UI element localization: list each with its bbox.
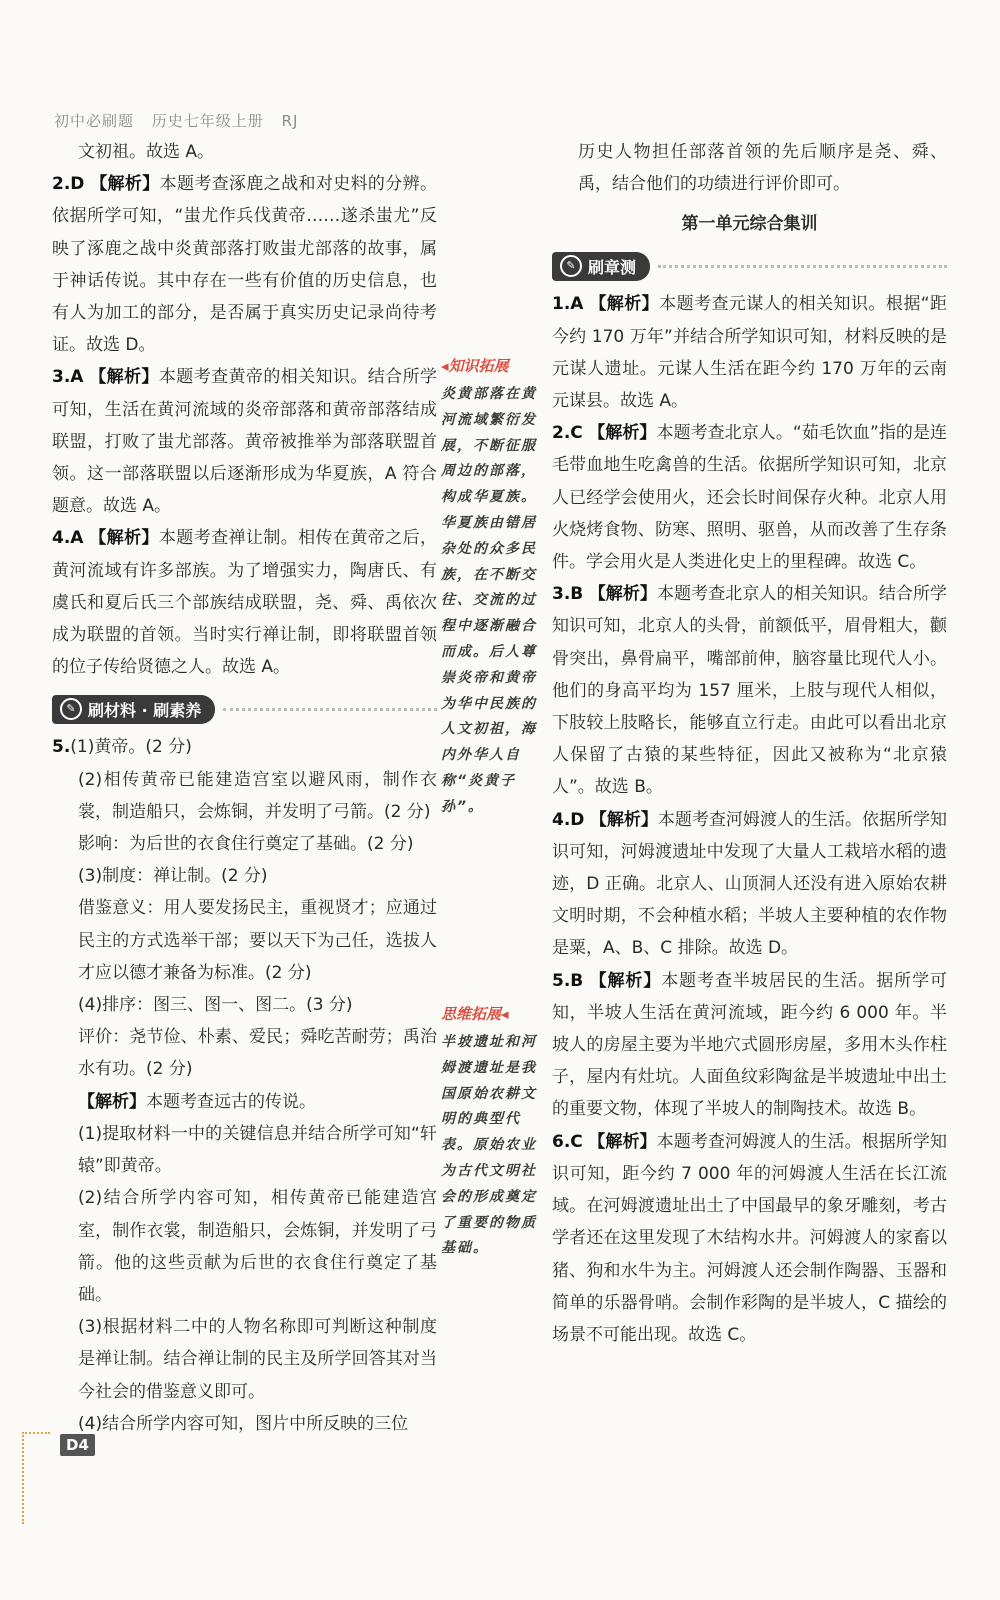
analysis-line-3: (3)根据材料二中的人物名称即可判断这种制度是禅让制。结合禅让制的民主及所学回答其对当今社会的借鉴意义即可。	[78, 1317, 437, 1402]
section-label: 刷材料 · 刷素养	[88, 700, 202, 720]
analysis-tag: 【解析】	[89, 367, 159, 388]
item-text: 本题考查河姆渡人的生活。根据所学知识可知，距今约 7 000 年的河姆渡人生活在长江流域。在河姆渡遗址出土了中国最早的象牙雕刻，考古学者还在这里发现了木结构水井。河姆渡人的家畜以猪、狗和水牛为主。河姆渡人还会制作陶器、玉器和简单的乐器骨哨。会制作彩陶的是半坡人，C 描绘的场景不可能出现。故选 C。	[552, 1131, 948, 1345]
analysis-tag: 【解析】	[589, 809, 658, 830]
continued-text: 文初祖。故选 A。	[78, 142, 215, 162]
answer-item-5-line-2: (2)相传黄帝已能建造宫室以避风雨，制作衣裳，制造船只，会炼铜，并发明了弓箭。(2 分)	[78, 769, 437, 822]
item-text: 本题考查北京人的相关知识。结合所学知识可知，北京人的头骨，前额低平，眉骨粗大，颧骨突出，鼻骨扁平，嘴部前伸，脑容量比现代人小。他们的身高平均为 157 厘米，上肢与现代人相似，下肢较上肢略长，能够直立行走。由此可以看出北京人保留了古猿的某些特征，因此又被称为“北京猿人”。故选 B。	[552, 584, 948, 798]
answer-item-5-line-3: 影响：为后世的衣食住行奠定了基础。(2 分)	[78, 834, 414, 855]
analysis-line-1: (1)提取材料一中的关键信息并结合所学可知“轩辕”即黄帝。	[78, 1123, 437, 1177]
side-box-title: ◂知识拓展	[441, 357, 509, 375]
item-answer: A	[70, 528, 84, 549]
item-text: 本题考查河姆渡人的生活。依据所学知识可知，河姆渡遗址中发现了大量人工栽培水稻的遗迹，D 正确。北京人、山顶洞人还没有进入原始农耕文明时期，不会种植水稻；半坡人主要种植的农作物是粟，A、B、C 排除。故选 D。	[552, 809, 948, 959]
answer-item-5-line-5: 借鉴意义：用人要发扬民主，重视贤才；应通过民主的方式选举干部；要以天下为己任，选拔人才应以德才兼备为标准。(2 分)	[78, 898, 437, 983]
running-header	[54, 110, 310, 131]
item-text: 本题考查涿鹿之战和对史料的分辨。依据所学可知，“蚩尤作兵伐黄帝……遂杀蚩尤”反映了涿鹿之战中炎黄部落打败蚩尤部落的故事，属于神话传说。其中存在一些有价值的历史信息，也有人为加工的部分，是否属于真实历史记录尚待考证。故选 D。	[52, 174, 438, 356]
answer-item-6	[552, 1126, 947, 1351]
section-label: 刷章测	[588, 257, 637, 277]
item-number: 4.	[552, 809, 571, 830]
answer-item-2	[52, 168, 437, 361]
thinking-expansion-box	[437, 1002, 545, 1262]
item-answer: C	[570, 1131, 583, 1152]
page-corner-bracket	[22, 1432, 50, 1524]
section-pill	[552, 252, 650, 281]
right-column	[552, 136, 947, 1351]
item-answer: D	[570, 809, 585, 830]
item-number: 3.	[552, 584, 571, 605]
item-answer: A	[570, 294, 584, 315]
unit-title: 第一单元综合集训	[681, 214, 818, 235]
continued-text: 历史人物担任部落首领的先后顺序是尧、舜、禹，结合他们的功绩进行评价即可。	[578, 142, 947, 195]
item-text: 本题考查元谋人的相关知识。根据“距今约 170 万年”并结合所学知识可知，材料反映的是元谋人遗址。元谋人生活在距今约 170 万年的云南元谋县。故选 A。	[552, 294, 948, 412]
subject-title: 历史七年级上册	[151, 112, 264, 130]
item-text: 本题考查北京人。“茹毛饮血”指的是连毛带血地生吃禽兽的生活。依据所学知识可知，北京人已经学会使用火，还会长时间保存火种。北京人用火烧烤食物、防寒、照明、驱兽，从而改善了生存条件。学会用火是人类进化史上的里程碑。故选 C。	[552, 423, 947, 573]
item-answer: A	[70, 367, 84, 388]
side-box-text: 炎黄部落在黄河流域繁衍发展，不断征服周边的部落，构成华夏族。华夏族由错居杂处的众多民族，在不断交往、交流的过程中逐渐融合而成。后人尊崇炎帝和黄帝为华中民族的人文初祖，海内外华人自称“炎黄子孙”。	[441, 386, 537, 815]
analysis-tag: 【解析】	[588, 1131, 657, 1152]
item-text: 本题考查禅让制。相传在黄帝之后，黄河流域有许多部族。为了增强实力，陶唐氏、有虞氏和夏后氏三个部族结成联盟，尧、舜、禹依次成为联盟的首领。当时实行禅让制，即将联盟首领的位子传给贤德之人。故选 A。	[52, 528, 437, 678]
item-number: 3.	[52, 367, 71, 388]
arrow-left-icon: ◂	[441, 357, 449, 375]
item-answer: B	[570, 584, 584, 605]
item-answer: D	[70, 174, 85, 195]
dotted-divider	[223, 707, 437, 711]
answer-item-3	[552, 578, 947, 803]
side-box-title: 思维拓展◂	[441, 1005, 509, 1023]
analysis-tag: 【解析】	[89, 528, 159, 549]
item-number: 4.	[52, 528, 71, 549]
section-banner-materials	[52, 693, 437, 725]
analysis-tag: 【解析】	[588, 423, 657, 444]
analysis-tag: 【解析】	[90, 174, 160, 195]
answer-item-5-line-7: 评价：尧节俭、朴素、爱民；舜吃苦耐劳；禹治水有功。(2 分)	[78, 1027, 437, 1080]
edition-label: RJ	[281, 112, 299, 130]
analysis-tag: 【解析】	[78, 1091, 146, 1112]
analysis-line-4: (4)结合所学内容可知，图片中所反映的三位	[78, 1413, 409, 1434]
section-pill	[52, 695, 215, 724]
item-number: 5.	[552, 970, 571, 991]
analysis-intro-text: 本题考查远古的传说。	[146, 1091, 316, 1112]
page-number: D4	[60, 1434, 95, 1456]
answer-item-3	[52, 361, 437, 522]
item-answer: C	[570, 423, 583, 444]
side-box-text: 半坡遗址和河姆渡遗址是我国原始农耕文明的典型代表。原始农业为古代文明社会的形成奠定了重要的物质基础。	[441, 1034, 537, 1257]
answer-item-1	[552, 288, 947, 417]
item-number: 2.	[552, 423, 571, 444]
answer-item-4	[552, 804, 947, 965]
analysis-tag: 【解析】	[589, 970, 662, 991]
dotted-divider	[658, 264, 947, 268]
brush-icon: ✎	[60, 698, 82, 720]
analysis-line-2: (2)结合所学内容可知，相传黄帝已能建造宫室，制作衣裳，制造船只，会炼铜，并发明了弓箭。他的这些贡献为后世的衣食住行奠定了基础。	[78, 1188, 437, 1305]
answer-item-5	[552, 965, 947, 1126]
item-number: 1.	[552, 294, 571, 315]
analysis-tag: 【解析】	[588, 584, 657, 605]
analysis-intro	[52, 1086, 437, 1118]
item-number: 5.	[52, 737, 71, 758]
item-number: 2.	[52, 174, 71, 195]
analysis-tag: 【解析】	[589, 294, 660, 315]
item-text: (1)黄帝。(2 分)	[70, 737, 192, 758]
item-answer: B	[570, 970, 584, 991]
answer-item-5-line-6: (4)排序：图三、图一、图二。(3 分)	[78, 995, 353, 1016]
answer-item-4	[52, 522, 437, 683]
book-title: 初中必刷题	[54, 112, 135, 130]
item-number: 6.	[552, 1131, 571, 1152]
answer-item-2	[552, 417, 947, 578]
item-text: 本题考查黄帝的相关知识。结合所学可知，生活在黄河流域的炎帝部落和黄帝部落结成联盟，打败了蚩尤部落。黄帝被推举为部落联盟首领。这一部落联盟以后逐渐形成为华夏族，A 符合题意。故选 A。	[52, 367, 437, 517]
knowledge-expansion-box	[437, 354, 545, 821]
answer-item-5-line-4: (3)制度：禅让制。(2 分)	[78, 866, 268, 887]
section-banner-chapter-test	[552, 250, 947, 282]
left-column	[52, 136, 437, 1440]
arrow-left-icon: ◂	[501, 1005, 509, 1023]
answer-item-5-line-1	[52, 731, 437, 763]
item-text: 本题考查半坡居民的生活。据所学可知，半坡人生活在黄河流域，距今约 6 000 年。半坡人的房屋主要为半地穴式圆形房屋，多用木头作柱子，屋内有灶坑。人面鱼纹彩陶盆是半坡遗址中出土的重要文物，体现了半坡人的制陶技术。故选 B。	[552, 970, 948, 1120]
brush-icon: ✎	[560, 255, 582, 277]
